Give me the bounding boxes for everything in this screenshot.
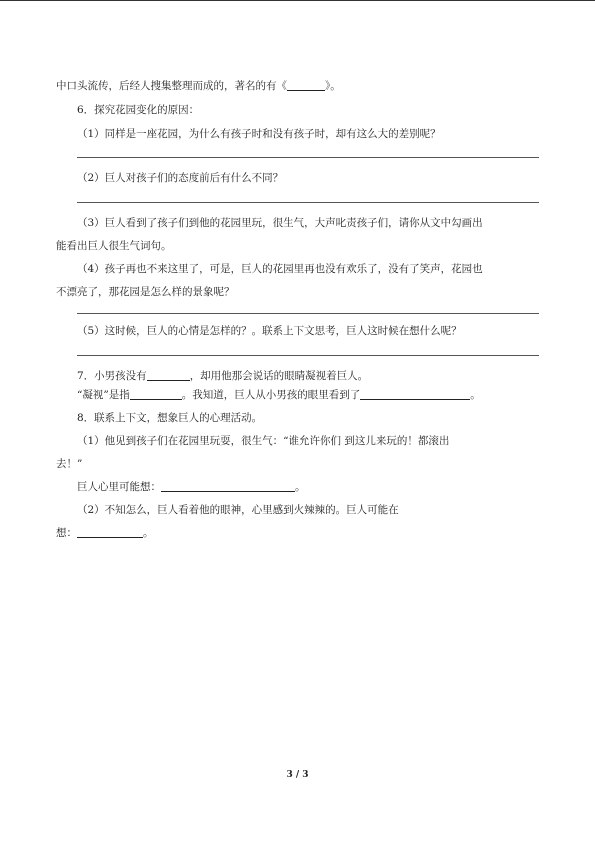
text-line-1 [56,79,341,93]
q7-text: 7．小男孩没有 [77,370,147,382]
blank-famous-works[interactable] [287,79,325,91]
blank-q8-1[interactable] [161,480,295,492]
q8-1-answer [77,480,306,494]
q6-5-question: （5）这时候，巨人的心情是怎样的？。联系上下文思考，巨人这时候在想什么呢？ [77,325,462,337]
q8-2-prompt: 想： [56,527,77,539]
text-end: 》。 [325,80,341,92]
q6-3-question-a: （3）巨人看到了孩子们到他的花园里玩，很生气，大声叱责孩子们，请你从文中勾画出 [77,217,483,229]
q7b-text-end: 。 [470,389,481,401]
q6-2-question: （2）巨人对孩子们的态度前后有什么不同？ [77,172,284,184]
q8-1-prompt: 巨人心里可能想： [77,481,161,493]
q6-2-answer-line[interactable] [77,202,539,203]
q6-4-question-b: 不漂亮了，那花园是怎么样的景象呢？ [56,286,235,298]
q7-line-a [77,369,368,383]
q8-1-question-a: （1）他见到孩子们在花园里玩耍，很生气：“谁允许你们 到这儿来玩的！都滚出 [77,435,450,447]
q6-3-question-b: 能看出巨人很生气词句。 [56,240,172,252]
q7-line-b [77,388,481,402]
header-rule [0,0,595,1]
blank-q7-b2[interactable] [360,388,470,400]
q6-5-answer-line[interactable] [77,355,539,356]
q6-1-answer-line[interactable] [77,157,539,158]
blank-q7-a[interactable] [147,369,190,381]
q6-4-question-a: （4）孩子再也不来这里了，可是，巨人的花园里再也没有欢乐了，没有了笑声，花园也 [77,263,483,275]
q8-1-question-b: 去！” [56,458,83,470]
blank-q7-b1[interactable] [130,388,182,400]
q6-4-answer-line[interactable] [77,313,539,314]
q6-title: 6．探究花园变化的原因： [77,104,200,116]
continued-text: 中口头流传，后经人搜集整理而成的，著名的有《 [56,80,287,92]
blank-q8-2[interactable] [77,526,143,538]
q7-text-end: ，却用他那会说话的眼睛凝视着巨人。 [189,370,369,382]
q8-1-end: 。 [295,481,306,493]
q8-2-end: 。 [143,527,154,539]
page-number: 3 / 3 [286,770,309,780]
q6-1-question: （1）同样是一座花园，为什么有孩子时和没有孩子时，却有这么大的差别呢？ [77,128,441,140]
q8-2-answer [56,526,154,540]
q8-2-question-a: （2）不知怎么，巨人看着他的眼神，心里感到火辣辣的。巨人可能在 [77,504,399,516]
q7b-text: “凝视”是指 [77,389,130,401]
q8-title: 8．联系上下文，想象巨人的心理活动。 [77,412,263,424]
q7b-text-mid: 。我知道，巨人从小男孩的眼里看到了 [181,389,361,401]
